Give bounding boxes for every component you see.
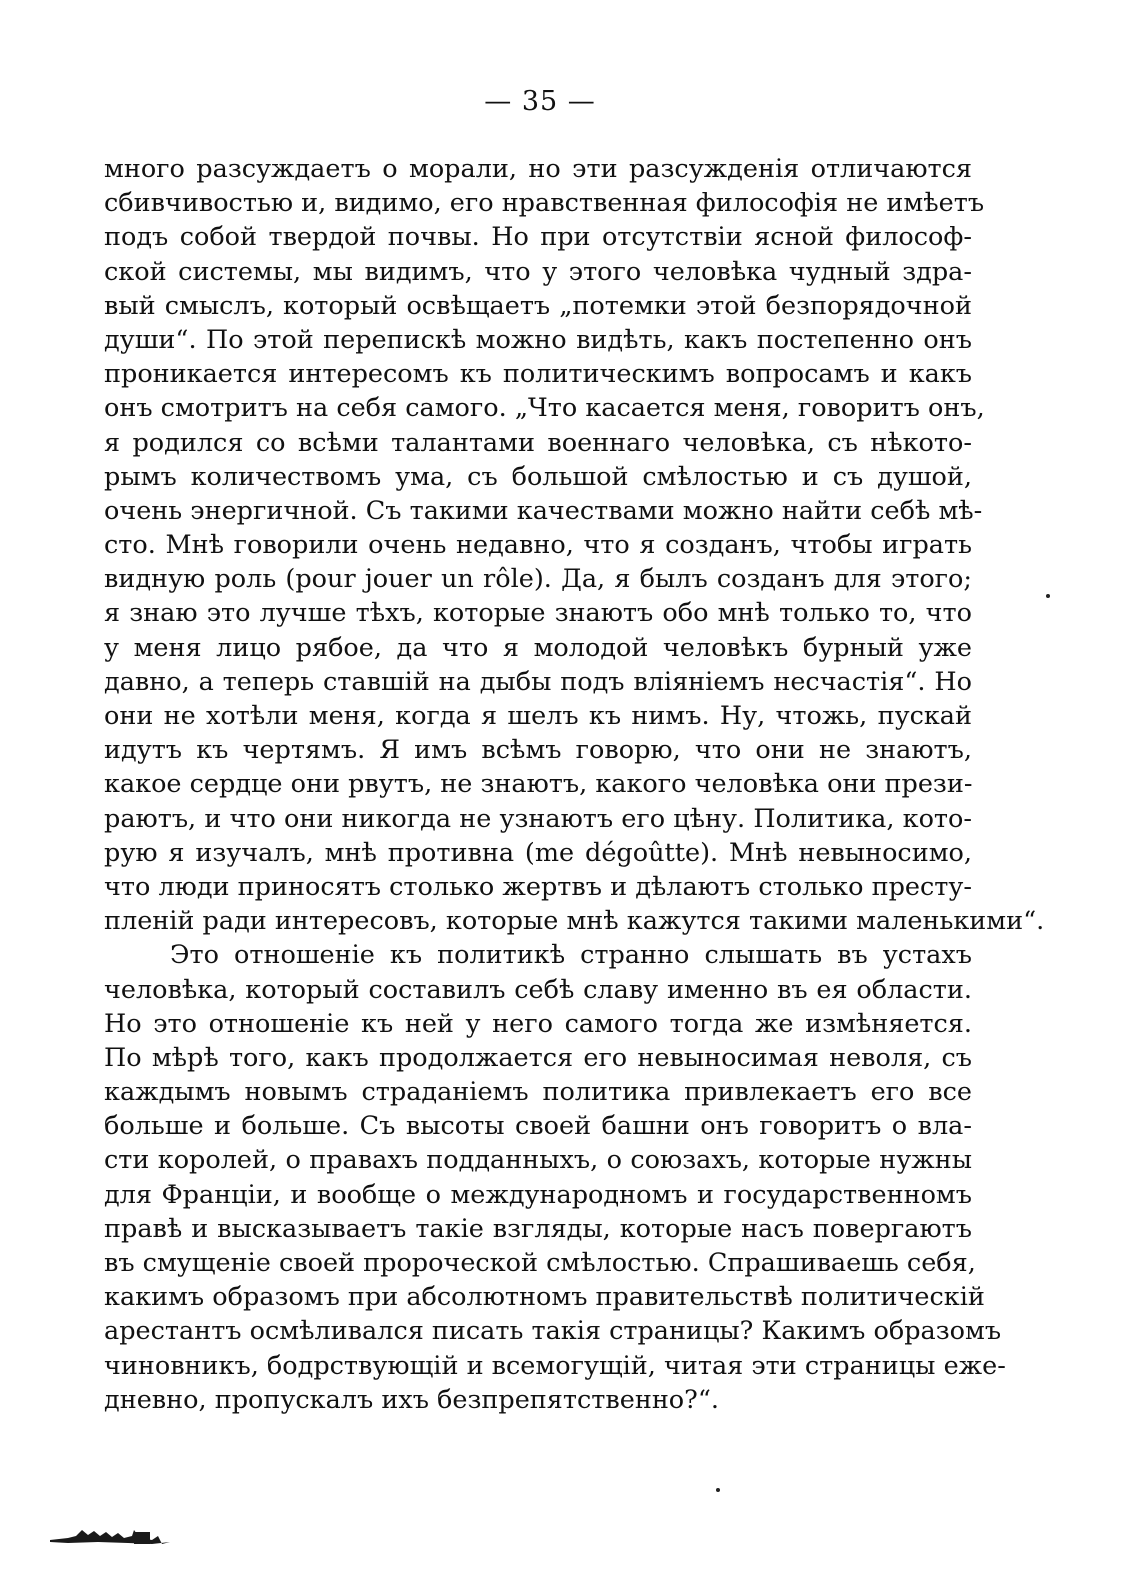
text-line: я родился со всѣми талантами военнаго человѣка, съ нѣкото- [104,427,972,458]
text-line: ской системы, мы видимъ, что у этого человѣка чудный здра- [104,256,972,287]
text-line: я знаю это лучше тѣхъ, которые знаютъ обо мнѣ только то, что [104,598,972,629]
stray-dot-mark [716,1488,720,1492]
text-line: человѣка, который составилъ себѣ славу именно въ ея области. [104,974,972,1005]
text-line: что люди приносятъ столько жертвъ и дѣлаютъ столько престу- [104,871,972,902]
text-line: каждымъ новымъ страданіемъ политика привлекаетъ его все [104,1077,972,1108]
text-line: онъ смотритъ на себя самого. „Что касается меня, говоритъ онъ, [104,393,985,424]
text-line: души“. По этой перепискѣ можно видѣть, какъ постепенно онъ [104,324,972,355]
text-line: видную роль (pour jouer un rôle). Да, я былъ созданъ для этого; [104,564,972,595]
ink-smudge-shape [50,1530,170,1544]
text-line: вый смыслъ, который освѣщаетъ „потемки этой безпорядочной [104,290,972,321]
text-line: Это отношеніе къ политикѣ странно слышать въ устахъ [170,940,972,971]
text-line: въ смущеніе своей пророческой смѣлостью. Спрашиваешь себя, [104,1248,976,1278]
text-line: арестантъ осмѣливался писать такія страницы? Какимъ образомъ [104,1316,1002,1347]
text-block [104,152,1045,1417]
text-line: давно, а теперь ставшій на дыбы подъ вліяніемъ несчастія“. Но [104,666,972,697]
text-line: По мѣрѣ того, какъ продолжается его невыносимая неволя, съ [104,1042,972,1073]
text-line: подъ собой твердой почвы. Но при отсутствіи ясной философ- [104,222,972,253]
text-line: пленій ради интересовъ, которые мнѣ кажутся такими маленькими“. [104,906,1045,937]
text-line: рымъ количествомъ ума, съ большой смѣлостью и съ душой, [104,461,972,492]
ink-smudge-block [134,1532,150,1544]
stray-dot-mark [1046,594,1050,598]
text-line: правѣ и высказываетъ такіе взгляды, которые насъ повергаютъ [104,1213,972,1244]
text-line: больше и больше. Съ высоты своей башни онъ говоритъ о вла- [104,1111,972,1142]
text-line: для Франціи, и вообще о международномъ и государственномъ [104,1179,972,1210]
text-line: идутъ къ чертямъ. Я имъ всѣмъ говорю, что они не знаютъ, [104,735,972,766]
text-line: раютъ, и что они никогда не узнаютъ его цѣну. Политика, кото- [104,803,972,834]
text-line: проникается интересомъ къ политическимъ вопросамъ и какъ [104,359,972,390]
text-line: Но это отношеніе къ ней у него самого тогда же измѣняется. [104,1008,972,1039]
text-line: сто. Мнѣ говорили очень недавно, что я созданъ, чтобы играть [104,530,972,561]
text-line: очень энергичной. Съ такими качествами можно найти себѣ мѣ- [104,495,983,526]
ink-smudge-decoration [48,1518,178,1546]
text-line: сбивчивостью и, видимо, его нравственная философія не имѣетъ [104,188,985,219]
text-line: они не хотѣли меня, когда я шелъ къ нимъ. Ну, чтожь, пускай [104,701,972,731]
text-line: чиновникъ, бодрствующій и всемогущій, читая эти страницы еже- [104,1350,1006,1381]
text-line: какимъ образомъ при абсолютномъ правительствѣ политическій [104,1282,985,1313]
text-line: у меня лицо рябое, да что я молодой человѣкъ бурный уже [104,632,972,663]
text-line: рую я изучалъ, мнѣ противна (me dégoûtte). Мнѣ невыносимо, [104,837,972,868]
text-line: какое сердце они рвутъ, не знаютъ, какого человѣка они прези- [104,769,973,800]
text-line: дневно, пропускалъ ихъ безпрепятственно?“. [104,1384,719,1415]
text-line: много разсуждаетъ о морали, но эти разсужденія отличаются [104,154,972,184]
text-line: сти королей, о правахъ подданныхъ, о союзахъ, которые нужны [104,1145,972,1176]
page-number: — 35 — [484,86,596,117]
